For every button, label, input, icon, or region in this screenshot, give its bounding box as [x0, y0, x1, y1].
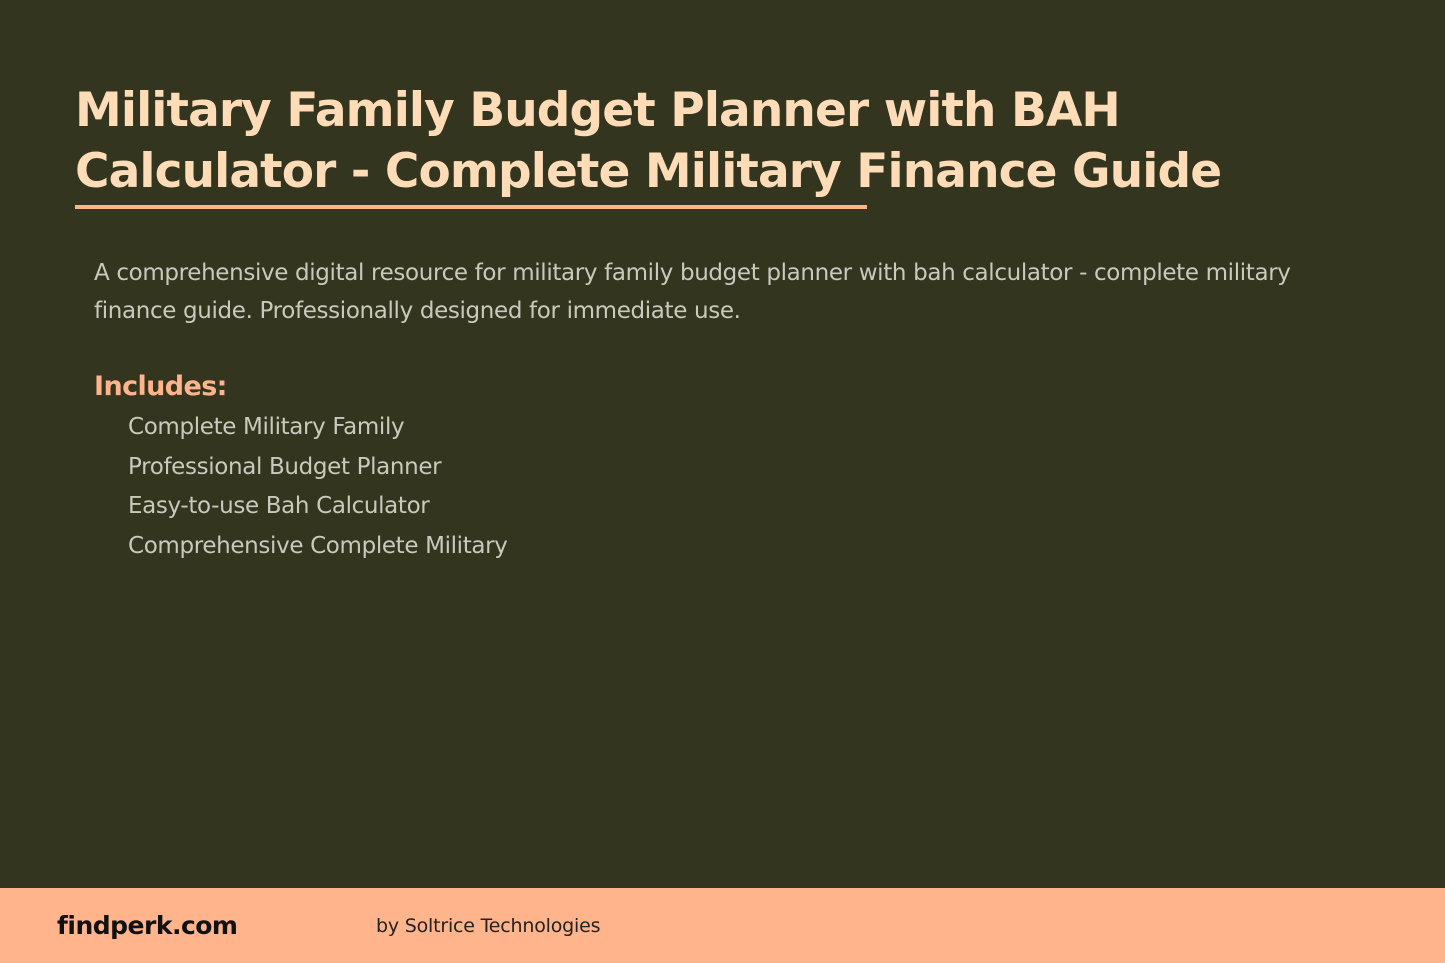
includes-heading: Includes:	[94, 371, 227, 402]
title-underline	[75, 205, 867, 209]
includes-item: Professional Budget Planner	[128, 453, 442, 480]
includes-item: Comprehensive Complete Military	[128, 532, 508, 559]
page-description: A comprehensive digital resource for military family budget planner with bah calculator - complete military finance guide. Professionally designed for immediate use.	[94, 260, 1291, 324]
includes-list	[128, 408, 508, 566]
footer-byline: by Soltrice Technologies	[376, 915, 601, 937]
title-wrapper	[75, 80, 1365, 202]
footer-brand: findperk.com	[57, 911, 238, 940]
includes-item: Easy-to-use Bah Calculator	[128, 493, 430, 519]
includes-item: Complete Military Family	[128, 414, 405, 440]
footer-bar	[0, 888, 1445, 963]
page-title: Military Family Budget Planner with BAH Calculator - Complete Military Finance Guide	[75, 83, 1222, 199]
